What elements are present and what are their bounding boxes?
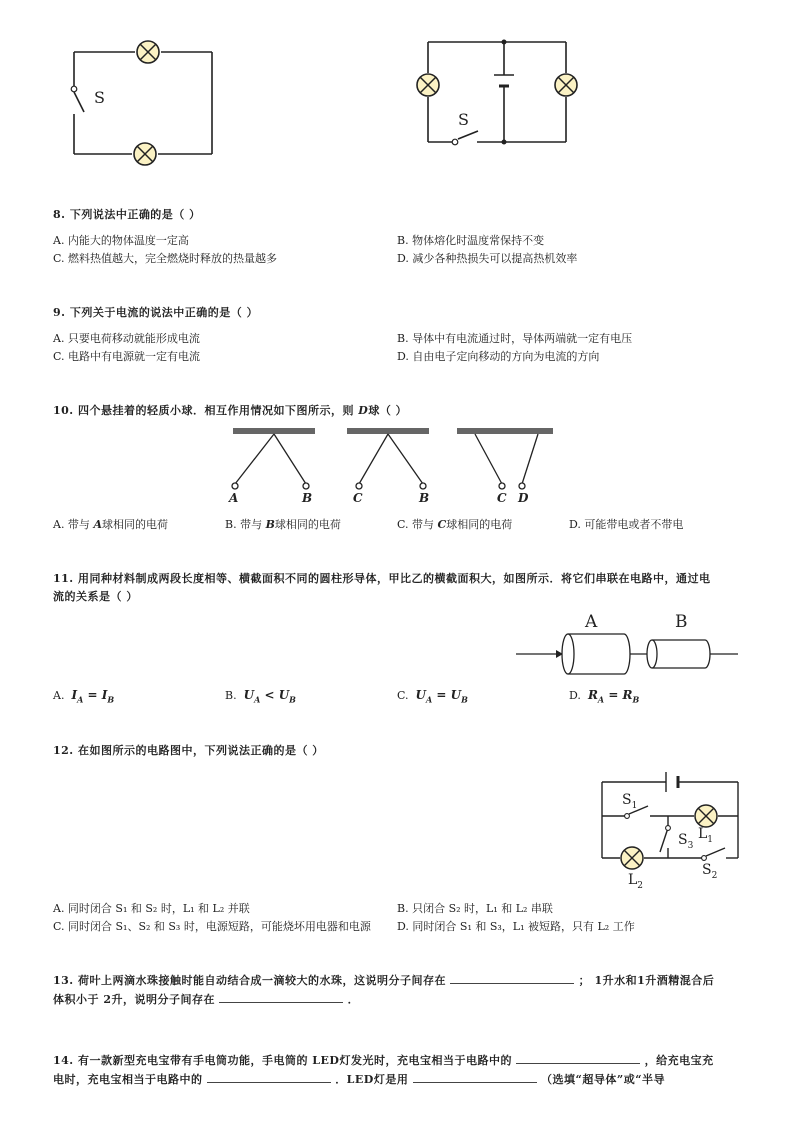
conductor-label: A (585, 612, 598, 632)
lamp-icon (555, 74, 577, 96)
q8-option-b: B. 物体熔化时温度常保持不变 (397, 234, 545, 247)
ball-label: C (353, 491, 363, 505)
q9-option-d: D. 自由电子定向移动的方向为电流的方向 (397, 350, 600, 363)
q12-option-b: B. 只闭合 S₂ 时，L₁ 和 L₂ 串联 (397, 902, 553, 915)
question-14-line1: 14. 有一款新型充电宝带有手电筒功能，手电筒的 LED灯发光时，充电宝相当于电路中的 ，给充电宝充 (53, 1054, 714, 1067)
q12-option-d: D. 同时闭合 S₁ 和 S₃，L₁ 被短路，只有 L₂ 工作 (397, 920, 635, 933)
lamp-icon (695, 805, 717, 827)
q11-option-d: D. $R_A = R_B$ (569, 688, 640, 705)
lamp-icon (417, 74, 439, 96)
switch-label-s1: $S_1$ (622, 792, 638, 811)
question-13-line1: 13. 荷叶上两滴水珠接触时能自动结合成一滴较大的水珠，这说明分子间存在 ； 1升水和1升酒精混合后 (53, 974, 715, 987)
q11-option-b: B. $U_A < U_B$ (225, 688, 296, 705)
question-9-title: 9. 下列关于电流的说法中正确的是（ ） (53, 306, 259, 319)
q10-option-a: A. 带与 A球相同的电荷 (53, 518, 168, 531)
q8-option-d: D. 减少各种热损失可以提高热机效率 (397, 252, 578, 265)
q10-option-c: C. 带与 C球相同的电荷 (397, 518, 513, 531)
answer-blank[interactable] (219, 992, 343, 1003)
ball-label: C (497, 491, 507, 505)
switch-label-s2: $S_2$ (702, 862, 718, 881)
lamp-label-l2: $L_2$ (628, 872, 644, 891)
ball-label: D (518, 491, 529, 505)
lamp-label-l1: $L_1$ (698, 826, 714, 845)
question-13-line2: 体积小于 2升，说明分子间存在 ． (53, 993, 360, 1006)
q8-option-c: C. 燃料热值越大，完全燃烧时释放的热量越多 (53, 252, 278, 265)
q12-option-a: A. 同时闭合 S₁ 和 S₂ 时，L₁ 和 L₂ 并联 (53, 902, 250, 915)
q11-option-a: A. $I_A = I_B$ (53, 688, 115, 705)
ball-label: B (419, 491, 430, 505)
lamp-icon (134, 143, 156, 165)
lamp-icon (137, 41, 159, 63)
question-11-title-cont: 流的关系是（ ） (53, 590, 138, 603)
q9-option-a: A. 只要电荷移动就能形成电流 (53, 332, 200, 345)
question-12-title: 12. 在如图所示的电路图中，下列说法正确的是（ ） (53, 744, 324, 757)
switch-label: S (94, 88, 105, 107)
switch-label: S (458, 110, 469, 129)
ball-label: A (229, 491, 239, 505)
q8-option-a: A. 内能大的物体温度一定高 (53, 234, 189, 247)
q11-option-c: C. $U_A = U_B$ (397, 688, 468, 705)
question-11-title: 11. 用同种材料制成两段长度相等、横截面积不同的圆柱形导体，甲比乙的横截面积大，如图所示．将它们串联在电路中，通过电 (53, 572, 711, 585)
q10-option-b: B. 带与 B球相同的电荷 (225, 518, 341, 531)
conductors-figure (516, 634, 738, 674)
q12-option-c: C. 同时闭合 S₁、S₂ 和 S₃ 时，电源短路，可能烧坏用电器和电源 (53, 920, 371, 933)
suspended-balls-figure (232, 428, 553, 489)
answer-blank[interactable] (450, 973, 574, 984)
lamp-icon (621, 847, 643, 869)
question-10-title: 10. 四个悬挂着的轻质小球．相互作用情况如下图所示，则 D球（ ） (53, 404, 408, 417)
q9-option-c: C. 电路中有电源就一定有电流 (53, 350, 201, 363)
answer-blank[interactable] (413, 1072, 537, 1083)
q10-option-d: D. 可能带电或者不带电 (569, 518, 684, 531)
question-8-title: 8. 下列说法中正确的是（ ） (53, 208, 201, 221)
ball-label: B (302, 491, 313, 505)
answer-blank[interactable] (207, 1072, 331, 1083)
q9-option-b: B. 导体中有电流通过时，导体两端就一定有电压 (397, 332, 633, 345)
conductor-label: B (675, 612, 688, 632)
switch-label-s3: $S_3$ (678, 832, 694, 851)
question-14-line2: 电时，充电宝相当于电路中的 ．LED灯是用 （选填“超导体”或“半导 (53, 1073, 666, 1086)
answer-blank[interactable] (516, 1053, 640, 1064)
